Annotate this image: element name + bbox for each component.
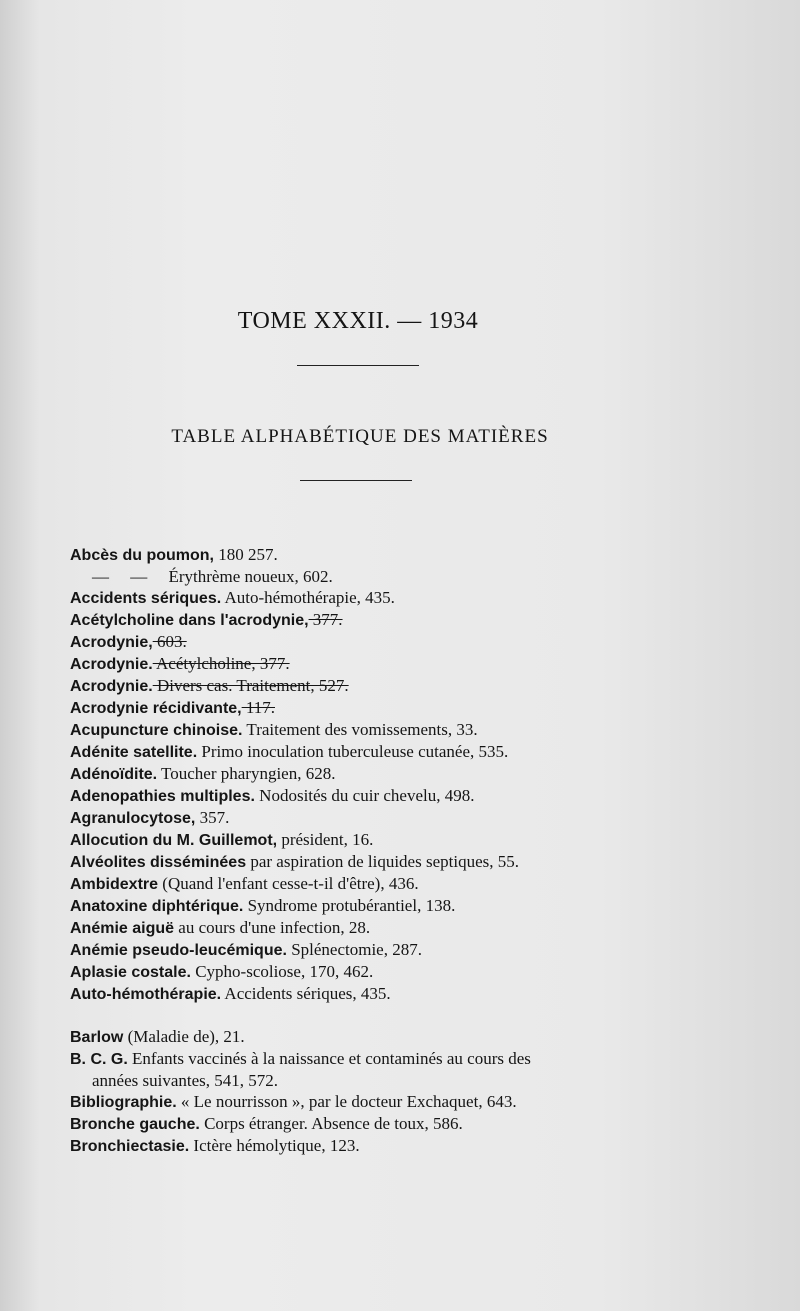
entry-continuation: années suivantes, 541, 572.: [92, 1071, 279, 1090]
index-entry: [70, 697, 660, 719]
entry-text: — — Érythrème noueux, 602.: [92, 567, 333, 586]
index-entry: [70, 895, 660, 917]
entry-headword: Anémie aiguë: [70, 920, 175, 937]
section-gap: [70, 1005, 660, 1026]
entry-text: Acétylcholine, 377.: [152, 654, 290, 673]
entry-headword: Alvéolites disséminées: [70, 854, 247, 871]
entry-text: Divers cas. Traitement, 527.: [152, 676, 349, 695]
entry-headword: Acétylcholine dans l'acrodynie,: [70, 612, 309, 629]
entry-text: Syndrome protubérantiel, 138.: [243, 896, 456, 915]
entry-headword: Anémie pseudo-leucémique.: [70, 942, 287, 959]
index-entry: [70, 763, 660, 785]
index-entry: [70, 829, 660, 851]
entry-headword: Adénoïdite.: [70, 766, 158, 783]
volume-heading: TOME XXXII. — 1934: [237, 308, 479, 334]
entry-text: Enfants vaccinés à la naissance et contaminés au cours des: [127, 1049, 531, 1068]
entry-text: Cypho-scoliose, 170, 462.: [190, 962, 374, 981]
entry-headword: Acrodynie,: [70, 634, 153, 651]
index-entry: [70, 631, 660, 653]
entry-headword: Allocution du M. Guillemot,: [70, 832, 278, 849]
entry-text: par aspiration de liquides septiques, 55.: [246, 852, 519, 871]
index-entry: [70, 961, 660, 983]
index-entry: [70, 719, 660, 741]
page-title: TABLE ALPHABÉTIQUE DES MATIÈRES: [171, 426, 549, 447]
heading-divider: [297, 365, 419, 366]
index-entry: [70, 851, 660, 873]
entry-headword: Bronche gauche.: [70, 1116, 200, 1133]
entry-headword: Barlow: [70, 1029, 124, 1046]
entry-headword: Bibliographie.: [70, 1094, 177, 1111]
entry-text: 117.: [241, 698, 275, 717]
index-entry: [70, 1113, 660, 1135]
entry-text: Toucher pharyngien, 628.: [157, 764, 336, 783]
index-entry: [70, 807, 660, 829]
entry-text: Primo inoculation tuberculeuse cutanée, 535.: [197, 742, 509, 761]
entry-headword: Anatoxine diphtérique.: [70, 898, 244, 915]
entry-headword: Abcès du poumon,: [70, 547, 214, 564]
entry-text: 603.: [152, 632, 187, 651]
entry-headword: Aplasie costale.: [70, 964, 191, 981]
entry-headword: Agranulocytose,: [70, 810, 196, 827]
index-entry: [70, 1091, 660, 1113]
entry-text: 180 257.: [214, 545, 278, 564]
entry-text: « Le nourrisson », par le docteur Exchaquet, 643.: [176, 1092, 517, 1111]
index-entry: [70, 544, 660, 566]
title-divider: [300, 480, 412, 481]
index-entry: [70, 1135, 660, 1157]
index-entry: [70, 675, 660, 697]
entry-headword: Bronchiectasie.: [70, 1138, 190, 1155]
index-entry: [70, 983, 660, 1005]
entry-headword: B. C. G.: [70, 1051, 128, 1068]
entry-text: Nodosités du cuir chevelu, 498.: [254, 786, 475, 805]
entry-text: Auto-hémothérapie, 435.: [221, 588, 395, 607]
index-entry: [70, 566, 660, 587]
index-entry: [70, 587, 660, 609]
index-entry: [70, 653, 660, 675]
index-entry: [70, 1026, 660, 1048]
entry-text: président, 16.: [277, 830, 374, 849]
entry-text: Splénectomie, 287.: [286, 940, 422, 959]
entry-headword: Acrodynie récidivante,: [70, 700, 242, 717]
index-entries: [70, 544, 660, 1157]
entry-text: 377.: [308, 610, 343, 629]
entry-headword: Acrodynie.: [70, 656, 153, 673]
entry-text: Traitement des vomissements, 33.: [242, 720, 478, 739]
entry-headword: Auto-hémothérapie.: [70, 986, 222, 1003]
entry-headword: Adénite satellite.: [70, 744, 198, 761]
index-entry: [70, 609, 660, 631]
entry-text: 357.: [195, 808, 230, 827]
entry-text: (Maladie de), 21.: [123, 1027, 245, 1046]
index-entry: [70, 741, 660, 763]
entry-text: Corps étranger. Absence de toux, 586.: [199, 1114, 463, 1133]
index-entry: [70, 939, 660, 961]
entry-headword: Accidents sériques.: [70, 590, 222, 607]
index-entry: [70, 917, 660, 939]
entry-text: au cours d'une infection, 28.: [174, 918, 371, 937]
entry-headword: Adenopathies multiples.: [70, 788, 255, 805]
entry-headword: Acrodynie.: [70, 678, 153, 695]
entry-headword: Acupuncture chinoise.: [70, 722, 243, 739]
entry-text: (Quand l'enfant cesse-t-il d'être), 436.: [158, 874, 419, 893]
index-entry: [70, 1048, 660, 1091]
entry-headword: Ambidextre: [70, 876, 159, 893]
index-entry: [70, 785, 660, 807]
entry-text: Accidents sériques, 435.: [221, 984, 391, 1003]
index-entry: [70, 873, 660, 895]
entry-text: Ictère hémolytique, 123.: [189, 1136, 360, 1155]
